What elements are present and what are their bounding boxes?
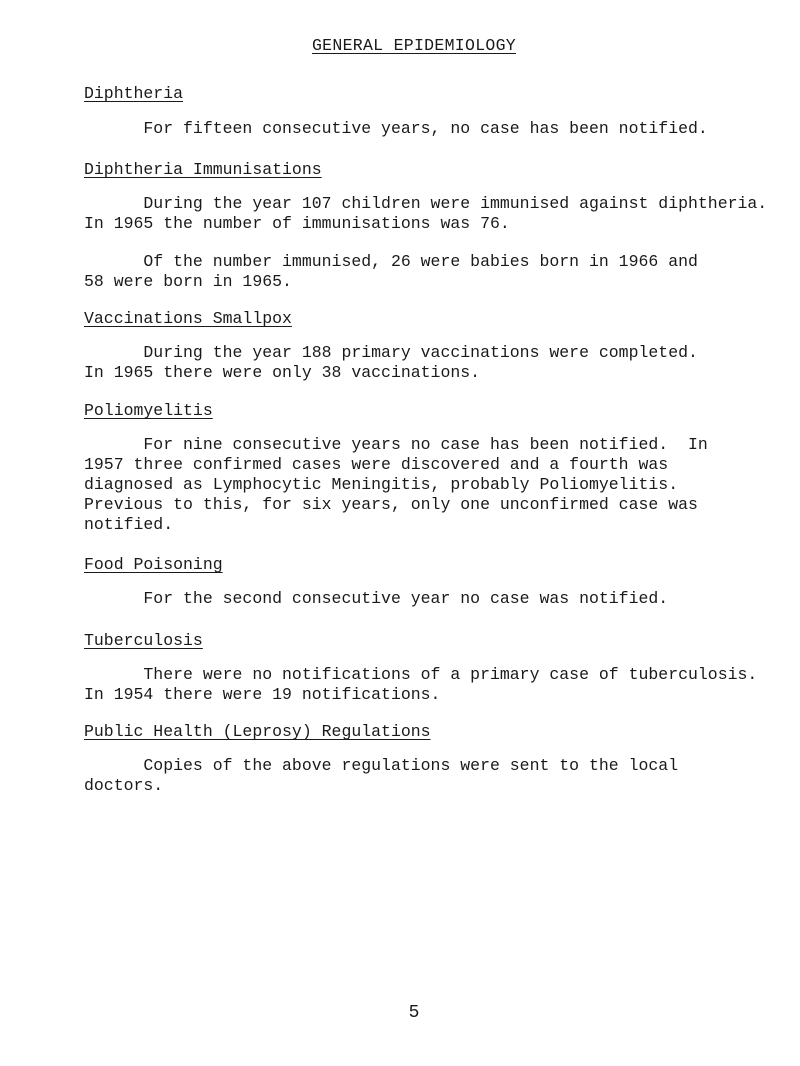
page-number: 5 — [408, 1003, 420, 1023]
paragraph-diphtheria: For fifteen consecutive years, no case has been notified. — [84, 119, 708, 138]
section-heading-tuberculosis: Tuberculosis — [84, 631, 203, 650]
section-heading-food-poisoning: Food Poisoning — [84, 555, 223, 574]
paragraph-food-poisoning: For the second consecutive year no case was notified. — [84, 589, 669, 608]
paragraph-diphtheria-immunisations-1: During the year 107 children were immunised against diphtheria. In 1965 the number of immunisations was 76. — [84, 194, 768, 233]
paragraph-vaccinations-smallpox: During the year 188 primary vaccinations were completed. In 1965 there were only 38 vaccinations. — [84, 343, 698, 382]
section-heading-leprosy-regulations: Public Health (Leprosy) Regulations — [84, 722, 431, 741]
paragraph-tuberculosis: There were no notifications of a primary case of tuberculosis. In 1954 there were 19 notifications. — [84, 665, 758, 704]
paragraph-poliomyelitis: For nine consecutive years no case has been notified. In 1957 three confirmed cases were discovered and a fourth was diagnosed as Lymphocytic Meningitis, probably Poliomyelitis. Previous to this, for six years, only one unconfirmed case was notified. — [84, 435, 708, 534]
section-heading-diphtheria: Diphtheria — [84, 84, 184, 103]
paragraph-diphtheria-immunisations-2: Of the number immunised, 26 were babies born in 1966 and 58 were born in 1965. — [84, 252, 698, 291]
section-heading-poliomyelitis: Poliomyelitis — [84, 401, 213, 420]
page-title: GENERAL EPIDEMIOLOGY — [311, 36, 517, 55]
paragraph-leprosy-regulations: Copies of the above regulations were sent to the local doctors. — [84, 756, 679, 795]
section-heading-diphtheria-immunisations: Diphtheria Immunisations — [84, 160, 322, 179]
section-heading-vaccinations-smallpox: Vaccinations Smallpox — [84, 309, 292, 328]
